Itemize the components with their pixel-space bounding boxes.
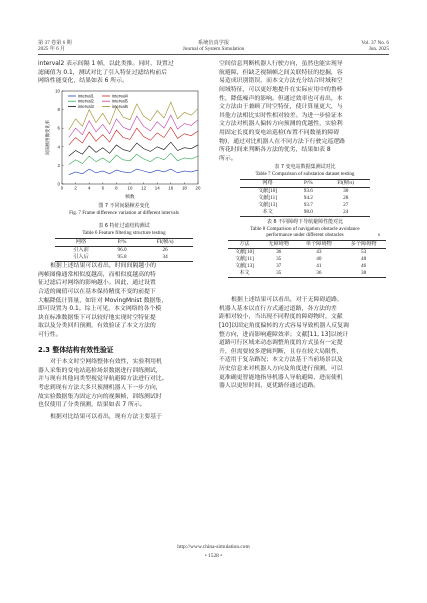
table-cell: 93.6 xyxy=(303,187,313,194)
table-cell: 48 xyxy=(361,255,367,262)
header-volume: 第 37 卷第 6 期 xyxy=(38,40,72,46)
text-line: 空间信息判断机器人行驶方向，虽然也能实现导 xyxy=(219,61,343,67)
text-line: 也仅使用了分类预测，结果如表 7 所示。 xyxy=(38,402,146,409)
y-tick-label: 10 xyxy=(55,88,60,94)
text-line: 根据上述结果可以看出，对于无障碍道路， xyxy=(231,297,343,303)
legend-label: interval3 xyxy=(78,103,94,109)
table-cell: 53 xyxy=(361,248,367,255)
x-tick-label: 18 xyxy=(181,185,187,191)
table-cell: 27 xyxy=(343,201,349,208)
table-cell: 文献[11] xyxy=(234,255,254,262)
table-row xyxy=(240,209,370,216)
table-row xyxy=(240,202,370,209)
header-rule xyxy=(38,54,389,55)
table-cell: 43 xyxy=(316,248,322,255)
left-para-4 xyxy=(38,413,208,422)
series-line-interval1 xyxy=(69,169,198,175)
series-line-interval2 xyxy=(69,153,198,164)
text-line: 物)，通过对比机器人在不同方法下行驶完巡逻路 xyxy=(219,138,346,145)
text-line: 块在标准数据集下可以较好地实现时空特征提 xyxy=(38,314,156,321)
table-row xyxy=(228,248,386,255)
text-line: 其他方法相比实时性相对较差。为进一步验证本 xyxy=(219,112,343,119)
text-line: 升，但需要较多逻辑判断，且存在较大局限性， xyxy=(219,348,343,355)
x-tick-label: 2 xyxy=(74,185,77,191)
table-cell: 36 xyxy=(276,248,282,255)
left-para-2 xyxy=(38,262,208,340)
text-line: interval2 表示间隔 1 帧，以此类推。同时，设置过 xyxy=(38,61,174,67)
table-7 xyxy=(240,179,370,217)
text-line: 取以及分类回归预测，有效验证了本文方法的 xyxy=(38,323,156,330)
footer-url[interactable]: http://www.china-simulation.com xyxy=(177,544,250,550)
text-line: 间域特征，可以更好地提升在实际应用中的鲁棒 xyxy=(219,86,343,93)
text-line: 器人以更短时间、更优路径通过道路。 xyxy=(219,383,320,390)
header-date: 2025 年 6 月 xyxy=(38,46,66,52)
y-tick-label: 4 xyxy=(57,144,60,150)
legend-label: interval1 xyxy=(78,93,94,99)
table-7-title-en: Table 7 Comparison of substation dataset testing xyxy=(255,171,355,177)
table-cell: 40 xyxy=(316,255,322,262)
text-line: 所花时间来判断各方法的优劣，结果如表 8 xyxy=(219,147,331,154)
text-line: 征过滤后对网络的影响越小。因此，通过设置 xyxy=(38,280,156,287)
text-line: 根据上述结果可以看出，时间间隔越小的 xyxy=(50,263,157,269)
table-cell: 36 xyxy=(297,270,342,277)
left-para-3 xyxy=(38,358,208,410)
x-tick-label: 14 xyxy=(154,185,160,191)
x-tick-label: 0 xyxy=(60,185,64,191)
figure-7-caption-en: Fig. 7 Frame difference variation at different intervals xyxy=(69,210,179,216)
text-line: 网络性能变化，结果如表 6 所示。 xyxy=(38,78,128,85)
text-line: 航避障，但缺乏视频帧之间关联特征的挖掘，容 xyxy=(219,69,343,76)
frame-difference-chart xyxy=(44,88,204,200)
table-row xyxy=(228,263,386,270)
table-cell: 引入后 xyxy=(55,254,107,261)
table-cell: 41 xyxy=(316,262,322,269)
header-date-en: Jun. 2025 xyxy=(368,46,389,52)
text-line: 考虑到现有方法大多只预测机器人下一步方向， xyxy=(38,384,162,391)
text-line: [10]以固定角度偏转的方式容易导致机器人反复调 xyxy=(219,322,349,329)
text-line: 历史信息来对机器人方向及角度进行预测，可以 xyxy=(219,366,343,373)
column-header: 单个障碍物 xyxy=(297,241,342,249)
table-cell: 30 xyxy=(343,187,349,194)
text-line: 合适的阈值可以在基本保持精度不变的前提下 xyxy=(38,288,156,295)
y-axis-label: 间隔帧图像变化率 xyxy=(46,119,51,156)
table-cell: 本文 xyxy=(240,209,295,216)
table-cell: 28 xyxy=(343,194,349,201)
x-tick-label: 4 xyxy=(87,185,91,191)
table-cell: 26 xyxy=(162,246,168,253)
column-header: 网络 xyxy=(240,180,295,188)
table-6 xyxy=(55,238,193,262)
table-8-title-en-1: Table 8 Comparison of navigation obstacle avoidance xyxy=(250,226,360,232)
legend-label: interval2 xyxy=(78,98,94,104)
text-line: 滤阈值为 0.1，测试对比了引入特征过滤结构前后 xyxy=(38,69,168,76)
text-line: 并与现有其他同类型视觉导航避障方法进行对比。 xyxy=(38,376,168,383)
left-para-1 xyxy=(38,60,208,86)
table-cell: 35 xyxy=(261,270,297,277)
x-tick-label: 16 xyxy=(168,185,174,191)
text-line: 可行性。 xyxy=(38,332,62,339)
right-para-2 xyxy=(219,296,389,391)
column-header: P/% xyxy=(107,239,137,247)
column-header: 网络 xyxy=(55,239,107,247)
table-cell: 24 xyxy=(322,209,371,216)
x-tick-label: 20 xyxy=(195,185,201,191)
text-line: 即可设置为 0.1。综上可见，本文网络的各个模 xyxy=(38,306,162,313)
section-title: 2.3 整体结构有效性验证 xyxy=(38,346,114,354)
header-volume-en: Vol. 37 No. 6 xyxy=(361,40,389,46)
table-row xyxy=(240,195,370,202)
table-7-title-cn: 表 7 变电站数据集测试对比 xyxy=(274,164,336,170)
header-journal-en: Journal of System Simulation xyxy=(182,46,245,52)
right-para-1 xyxy=(219,60,389,164)
column-header: FI(帧/s) xyxy=(322,180,371,188)
y-tick-label: 0 xyxy=(57,181,60,187)
text-line: 易造成识别错误，而本文方法充分结合时域和空 xyxy=(219,78,343,85)
text-line: 所示。 xyxy=(219,156,237,163)
table-row xyxy=(240,187,370,194)
table-8-title-en-2: performance under different obstacles xyxy=(266,232,344,238)
table-cell: 37 xyxy=(276,262,282,269)
table-cell: 35 xyxy=(276,255,282,262)
table-header-row xyxy=(240,180,370,188)
figure-7 xyxy=(44,88,204,200)
table-header-row xyxy=(55,239,193,247)
text-line: 两帧图像通常相似度越高，而相似度越高的特 xyxy=(38,271,156,278)
text-line: 根据对比结果可以看出，现有方法主要基于 xyxy=(50,414,162,420)
column-header: 无障碍物 xyxy=(261,241,297,249)
table-cell: 文献[10] xyxy=(234,248,254,255)
figure-7-caption-cn: 图 7 不同间隔帧差变化 xyxy=(98,203,150,209)
table-cell: 文献[11] xyxy=(258,194,277,201)
text-line: 性，降低噪声的影响。但通过效率也可看出，本 xyxy=(219,95,343,102)
table-cell: 文献[10] xyxy=(258,187,278,194)
table-header-row xyxy=(228,241,386,249)
table-cell: 98.0 xyxy=(295,209,321,216)
table-row xyxy=(228,270,386,277)
text-line: 对于本文时空网络整体有效性，实验利用机 xyxy=(50,359,162,365)
table-cell: 34 xyxy=(137,254,193,261)
text-line: 更准确更智能地指导机器人导航避障，进而使机 xyxy=(219,374,343,381)
legend-label: interval4 xyxy=(112,93,128,99)
legend-label: interval5 xyxy=(112,98,128,104)
text-line: 距相对较小，当出现不同程度的障碍物时，文献 xyxy=(219,314,343,321)
table-cell: 93.7 xyxy=(303,201,313,208)
x-tick-label: 10 xyxy=(127,185,133,191)
text-line: 道路可行区域来动态调整角度的方式虽有一定提 xyxy=(219,340,343,347)
text-line: 文方法由于兼顾了时空特征，使计算量更大，与 xyxy=(219,104,343,111)
table-cell: 96.0 xyxy=(117,246,127,253)
y-tick-label: 8 xyxy=(57,107,60,113)
table-row xyxy=(228,256,386,263)
text-line: 器人采集的变电站巡检场景数据进行训练测试， xyxy=(38,367,162,374)
text-line: 故实验数据集为固定方向的视频帧，训练测试时 xyxy=(38,393,162,400)
x-tick-label: 12 xyxy=(141,185,147,191)
text-line: 用固定长度的变电站巡检(布置不同数量的障碍 xyxy=(219,130,340,137)
table-8-unit: s xyxy=(378,232,380,238)
table-cell: 引入前 xyxy=(73,246,89,253)
table-cell: 本文 xyxy=(228,270,261,277)
series-line-interval3 xyxy=(69,142,198,156)
table-cell: 文献[13] xyxy=(258,201,278,208)
table-row xyxy=(55,246,193,253)
table-6-title-cn: 表 6 特征过滤结构测试 xyxy=(98,223,150,229)
table-8-title-cn: 表 8 不同障碍下导航避障性能对比 xyxy=(266,219,344,225)
column-header: 多个障碍物 xyxy=(341,241,386,249)
x-tick-label: 6 xyxy=(101,185,105,191)
text-line: 不适用于复杂路况；本文方法基于当前场景以及 xyxy=(219,357,343,364)
x-axis-label: 帧数 xyxy=(125,195,135,200)
text-line: 机器人基本以直行方式通过道路，各方法的差 xyxy=(219,305,337,312)
text-line: 大幅降低计算量，如针对 MovingMnist 数据集， xyxy=(38,297,168,304)
table-cell: 38 xyxy=(341,270,386,277)
column-header: 方法 xyxy=(228,241,261,249)
y-tick-label: 6 xyxy=(57,125,60,131)
x-tick-label: 8 xyxy=(115,185,118,191)
column-header: FI(帧/s) xyxy=(137,239,193,247)
table-cell: 94.2 xyxy=(303,194,313,201)
series-line-interval4 xyxy=(69,127,198,145)
y-tick-label: 2 xyxy=(57,162,60,168)
column-header: P/% xyxy=(295,180,321,188)
table-cell: 46 xyxy=(361,262,367,269)
table-8 xyxy=(228,240,386,278)
table-6-title-en: Table 6 Feature filtering structure testing xyxy=(82,230,166,236)
text-line: 文方法对机器人偏转方向预测的优越性，实验利 xyxy=(219,121,343,128)
legend-label: interval6 xyxy=(112,103,128,109)
text-line: 整方向，进而影响避障效率；文献[11, 13]以统计 xyxy=(219,331,349,338)
table-row xyxy=(55,254,193,261)
header-journal-cn: 系统仿真学报 xyxy=(197,40,230,46)
table-cell: 文献[13] xyxy=(234,262,254,269)
page-number: • 1528 • xyxy=(204,553,223,559)
table-cell: 95.8 xyxy=(107,254,137,261)
